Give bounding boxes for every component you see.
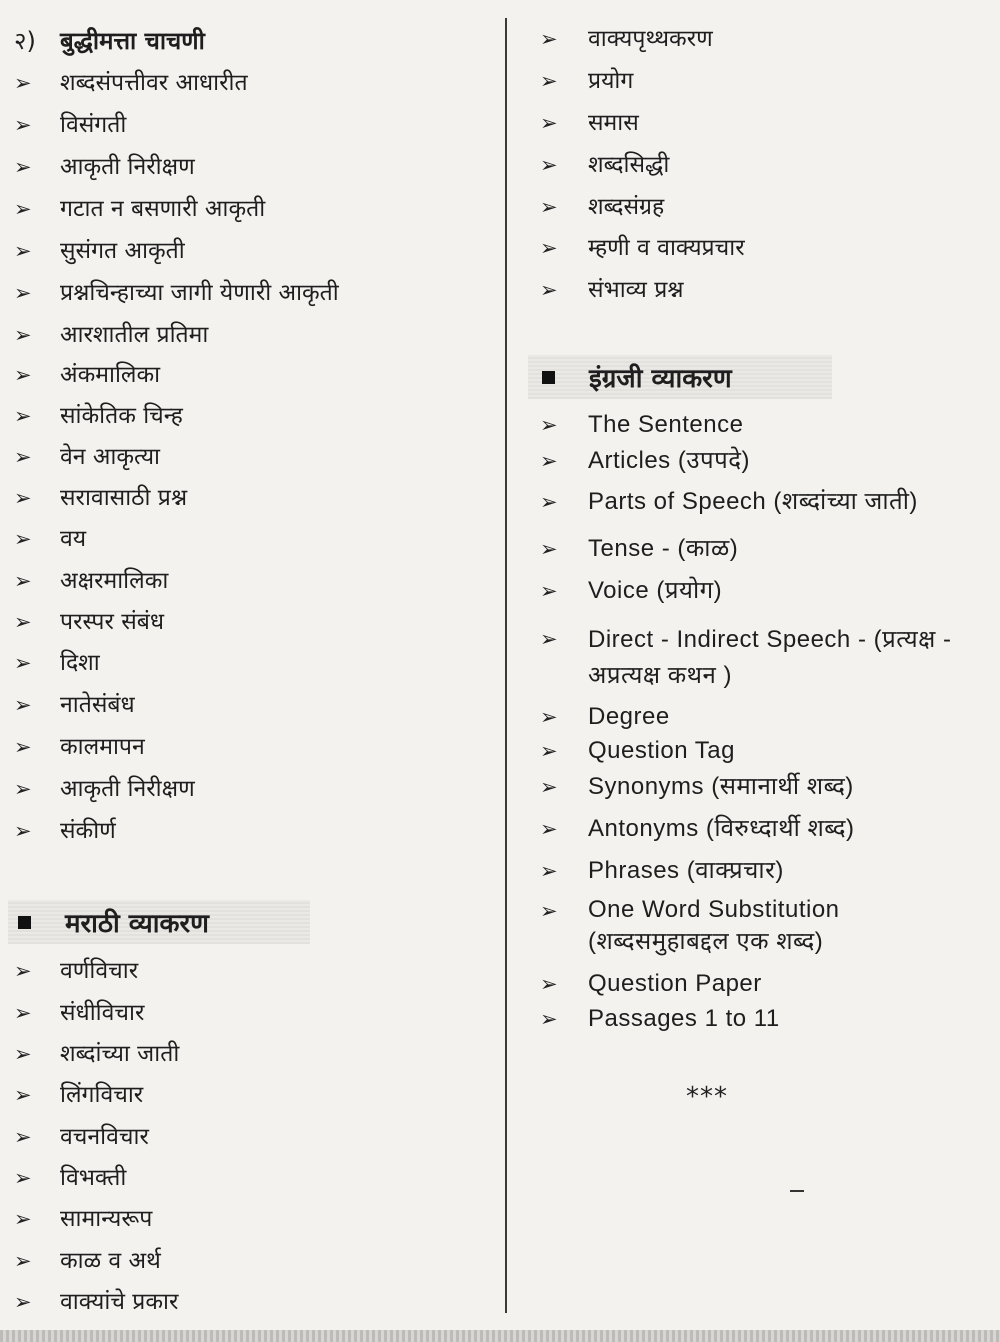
list-item-label: सुसंगत आकृती: [60, 238, 185, 264]
list-item: [540, 734, 735, 768]
list-item: [540, 812, 855, 846]
arrow-bullet-icon: ➢: [14, 1125, 32, 1149]
arrow-bullet-icon: ➢: [540, 1007, 559, 1031]
arrow-bullet-icon: ➢: [14, 363, 32, 387]
list-item-label: समास: [588, 110, 639, 136]
list-item-label: Degree: [588, 703, 670, 730]
list-item: [14, 1120, 149, 1154]
list-item: [540, 408, 743, 442]
arrow-bullet-icon: ➢: [540, 490, 559, 514]
list-item: [14, 150, 195, 184]
arrow-bullet-icon: ➢: [14, 1001, 32, 1025]
list-item-label: Voice (प्रयोग): [588, 577, 723, 604]
list-item: [14, 481, 187, 515]
arrow-bullet-icon: ➢: [14, 71, 32, 95]
arrow-bullet-icon: ➢: [14, 959, 32, 983]
arrow-bullet-icon: ➢: [14, 693, 32, 717]
list-item: [540, 64, 633, 98]
section-heading-english: [528, 355, 832, 399]
arrow-bullet-icon: ➢: [540, 69, 558, 93]
list-item-label: The Sentence: [588, 411, 744, 438]
list-item: [14, 564, 168, 598]
arrow-bullet-icon: ➢: [14, 651, 32, 675]
arrow-bullet-icon: ➢: [14, 610, 32, 634]
list-item: [14, 318, 208, 352]
list-item: [540, 622, 980, 694]
list-item: [540, 1002, 780, 1036]
list-item: [14, 1078, 143, 1112]
list-item-label: गटात न बसणारी आकृती: [60, 196, 266, 222]
arrow-bullet-icon: ➢: [540, 859, 559, 883]
list-item: [14, 1161, 126, 1195]
list-item-label: Question Paper: [588, 970, 762, 997]
arrow-bullet-icon: ➢: [14, 819, 32, 843]
list-item-label: शब्दसिद्धी: [588, 152, 670, 178]
square-bullet-icon: [18, 916, 31, 929]
list-item-label: लिंगविचार: [60, 1082, 144, 1108]
list-item-label: सरावासाठी प्रश्न: [60, 485, 188, 511]
list-item: [540, 22, 713, 56]
list-item-label: Parts of Speech (शब्दांच्या जाती): [588, 488, 918, 515]
arrow-bullet-icon: ➢: [14, 1207, 32, 1231]
list-item-label: सांकेतिक चिन्ह: [60, 403, 183, 429]
list-item: [14, 1037, 179, 1071]
list-item-label: कालमापन: [60, 734, 145, 760]
section-heading-marathi: [8, 900, 310, 944]
list-item: [540, 700, 670, 734]
arrow-bullet-icon: ➢: [540, 817, 559, 841]
list-item: [14, 108, 126, 142]
list-item: [14, 996, 144, 1030]
list-item: [14, 399, 183, 433]
list-item-label: अक्षरमालिका: [60, 568, 169, 594]
arrow-bullet-icon: ➢: [540, 705, 559, 729]
list-item-label: अंकमालिका: [60, 362, 161, 388]
arrow-bullet-icon: ➢: [14, 281, 32, 305]
arrow-bullet-icon: ➢: [14, 777, 32, 801]
list-item-label: Passages 1 to 11: [588, 1005, 780, 1032]
list-item: [540, 106, 639, 140]
list-item: [540, 231, 745, 265]
list-item: [14, 954, 138, 988]
list-item-label: Tense - (काळ): [588, 535, 739, 562]
list-item: [14, 1285, 178, 1319]
section-heading-label: इंग्रजी व्याकरण: [589, 364, 732, 394]
list-item-label: संकीर्ण: [60, 818, 116, 844]
list-item: [14, 1202, 152, 1236]
square-bullet-icon: [542, 371, 555, 384]
arrow-bullet-icon: ➢: [14, 323, 32, 347]
list-item-label: Articles (उपपदे): [588, 447, 750, 474]
list-item-label: प्रश्नचिन्हाच्या जागी येणारी आकृती: [60, 280, 339, 306]
list-item-label: शब्दसंग्रह: [588, 194, 665, 220]
section-heading-label: मराठी व्याकरण: [65, 909, 209, 939]
arrow-bullet-icon: ➢: [540, 236, 558, 260]
list-item-label: नातेसंबंध: [60, 692, 135, 718]
list-item-label: परस्पर संबंध: [60, 609, 165, 635]
list-item: [14, 1244, 161, 1278]
list-item: [540, 854, 784, 888]
list-item: [540, 770, 854, 804]
list-item: [540, 894, 960, 958]
arrow-bullet-icon: ➢: [540, 899, 559, 923]
arrow-bullet-icon: ➢: [540, 775, 559, 799]
list-item-label: सामान्यरूप: [60, 1206, 153, 1232]
list-item-label: वचनविचार: [60, 1124, 149, 1150]
list-item-label: One Word Substitution (शब्दसमुहाबद्दल एक शब्द): [588, 896, 840, 955]
arrow-bullet-icon: ➢: [540, 195, 558, 219]
arrow-bullet-icon: ➢: [14, 735, 32, 759]
list-item: [14, 688, 135, 722]
list-item: [14, 646, 100, 680]
list-item: [540, 444, 750, 478]
list-item-label: Direct - Indirect Speech - (प्रत्यक्ष - अप्रत्यक्ष कथन ): [588, 626, 952, 689]
list-item-label: दिशा: [60, 650, 100, 676]
list-item-label: वाक्यपृथ्थकरण: [588, 26, 713, 52]
list-item: [540, 532, 738, 566]
list-item-label: म्हणी व वाक्यप्रचार: [588, 235, 745, 261]
arrow-bullet-icon: ➢: [14, 239, 32, 263]
section-number: २): [14, 27, 36, 55]
list-item: [14, 772, 195, 806]
list-item-label: विसंगती: [60, 112, 127, 138]
list-item-label: आकृती निरीक्षण: [60, 154, 195, 180]
list-item: [14, 66, 248, 100]
list-item-label: Synonyms (समानार्थी शब्द): [588, 773, 854, 800]
arrow-bullet-icon: ➢: [540, 153, 558, 177]
arrow-bullet-icon: ➢: [540, 27, 558, 51]
arrow-bullet-icon: ➢: [540, 972, 559, 996]
page-bottom-edge: [0, 1330, 1000, 1342]
arrow-bullet-icon: ➢: [540, 278, 558, 302]
arrow-bullet-icon: ➢: [540, 537, 559, 561]
arrow-bullet-icon: ➢: [540, 579, 559, 603]
arrow-bullet-icon: ➢: [540, 111, 558, 135]
arrow-bullet-icon: ➢: [14, 486, 32, 510]
list-item: [540, 574, 722, 608]
list-item: [14, 192, 265, 226]
list-item-label: शब्दसंपत्तीवर आधारीत: [60, 70, 248, 96]
list-item: [14, 814, 116, 848]
arrow-bullet-icon: ➢: [540, 739, 559, 763]
list-item-label: संभाव्य प्रश्न: [588, 277, 684, 303]
list-item-label: संधीविचार: [60, 1000, 145, 1026]
arrow-bullet-icon: ➢: [540, 413, 559, 437]
arrow-bullet-icon: ➢: [14, 404, 32, 428]
list-item: [14, 234, 185, 268]
arrow-bullet-icon: ➢: [14, 527, 32, 551]
section-title: बुद्धीमत्ता चाचणी: [60, 27, 205, 55]
arrow-bullet-icon: ➢: [14, 113, 32, 137]
arrow-bullet-icon: ➢: [540, 449, 559, 473]
arrow-bullet-icon: ➢: [14, 197, 32, 221]
list-item: [540, 148, 669, 182]
list-item-label: Antonyms (विरुध्दार्थी शब्द): [588, 815, 855, 842]
arrow-bullet-icon: ➢: [14, 1249, 32, 1273]
arrow-bullet-icon: ➢: [540, 627, 559, 651]
list-item-label: Question Tag: [588, 737, 735, 764]
column-divider: [505, 18, 507, 1313]
list-item: [14, 730, 145, 764]
list-item: [14, 605, 164, 639]
list-item-label: वय: [60, 526, 87, 552]
arrow-bullet-icon: ➢: [14, 1042, 32, 1066]
list-item-label: वर्णविचार: [60, 958, 139, 984]
list-item-label: विभक्ती: [60, 1165, 127, 1191]
list-item-label: वेन आकृत्या: [60, 444, 161, 470]
arrow-bullet-icon: ➢: [14, 155, 32, 179]
list-item-label: शब्दांच्या जाती: [60, 1041, 180, 1067]
list-item: [540, 967, 762, 1001]
list-item: [540, 190, 664, 224]
list-item: [14, 358, 160, 392]
list-item-label: आरशातील प्रतिमा: [60, 322, 209, 348]
arrow-bullet-icon: ➢: [14, 1290, 32, 1314]
list-item: [14, 522, 86, 556]
arrow-bullet-icon: ➢: [14, 569, 32, 593]
list-item: [540, 273, 684, 307]
divider-dash: [790, 1190, 804, 1192]
section-heading: [14, 24, 205, 58]
arrow-bullet-icon: ➢: [14, 1083, 32, 1107]
list-item-label: वाक्यांचे प्रकार: [60, 1289, 179, 1315]
list-item-label: Phrases (वाक्प्रचार): [588, 857, 784, 884]
end-mark: ***: [686, 1082, 728, 1112]
list-item-label: आकृती निरीक्षण: [60, 776, 195, 802]
list-item: [14, 276, 339, 310]
list-item-label: प्रयोग: [588, 68, 634, 94]
list-item: [14, 440, 160, 474]
arrow-bullet-icon: ➢: [14, 1166, 32, 1190]
arrow-bullet-icon: ➢: [14, 445, 32, 469]
list-item-label: काळ व अर्थ: [60, 1248, 161, 1274]
list-item: [540, 485, 918, 519]
